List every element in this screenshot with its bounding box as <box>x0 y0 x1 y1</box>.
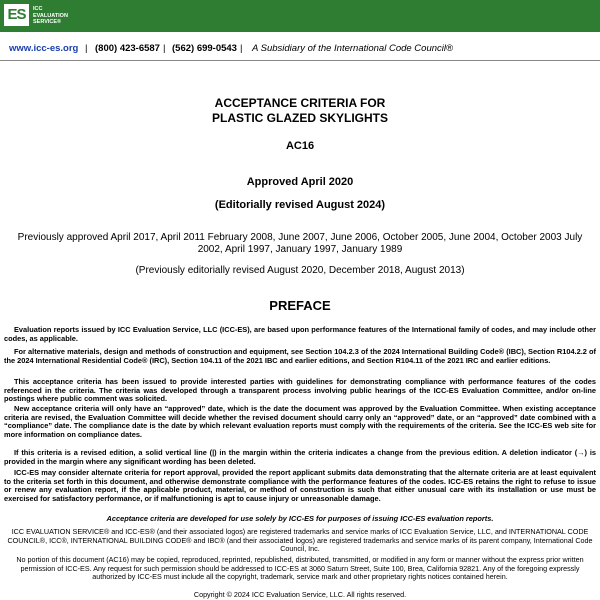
document-title <box>0 96 600 126</box>
header-bar <box>0 0 600 32</box>
website-link[interactable]: www.icc-es.org <box>9 43 79 54</box>
preface-heading: PREFACE <box>269 298 331 313</box>
phone-number-1: (800) 423-6587 <box>95 43 160 54</box>
subsidiary-note: A Subsidiary of the International Code Council® <box>252 43 453 54</box>
preface-paragraph: New acceptance criteria will only have an “approved” date, which is the date the document was approved by the Evaluation Committee. When existing acceptance criteria are revised, the Evaluation Committee will decide whether the revised document should carry only an “approved” date, or an “approved” date combined with a “compliance” date. The compliance date is the date by which relevant evaluation reports must comply with the requirements of the criteria. See the ICC-ES web site for more information on compliance dates. <box>4 404 596 439</box>
title-line-2: PLASTIC GLAZED SKYLIGHTS <box>211 111 388 125</box>
preface-usage-note: Acceptance criteria are developed for use solely by ICC-ES for purposes of issuing ICC-ES evaluation reports. <box>106 514 494 523</box>
contact-bar <box>0 41 600 57</box>
document-code: AC16 <box>285 140 315 152</box>
separator: | <box>240 43 243 54</box>
preface-paragraph: If this criteria is a revised edition, a solid vertical line (|) in the margin within the criteria indicates a change from the previous edition. A deletion indicator (→) is provided in the margin where any significant wording has been deleted. <box>4 448 596 466</box>
logo-line3: SERVICE® <box>33 19 62 25</box>
preface-paragraph: For alternative materials, design and methods of construction and equipment, see Section 104.2.3 of the 2024 International Building Code® (IBC), Section R104.2.2 of the 2024 International Residential Code® (IRC), Section 104.11 of the 2021 IBC and earlier editions, and Section R104.11 of the 2021 IRC and earlier editions. <box>4 347 596 365</box>
separator: | <box>163 43 166 54</box>
approval-date: Approved April 2020 <box>246 176 354 188</box>
separator: | <box>85 43 88 54</box>
header-divider <box>0 60 600 61</box>
editorial-revision: (Editorially revised August 2024) <box>214 199 386 211</box>
preface-paragraph: ICC-ES may consider alternate criteria for report approval, provided the report applicant submits data demonstrating that the alternate criteria are at least equivalent to the criteria set forth in this document, and otherwise demonstrate compliance with the performance features of the codes. ICC-ES retains the right to refuse to issue or renew any evaluation report, if the applicable product, material, or method of construction is such that either unusual care with its installation or use must be exercised for satisfactory performance, or if malfunctioning is apt to cause injury or unreasonable damage. <box>4 468 596 503</box>
previous-approvals: Previously approved April 2017, April 2011 February 2008, June 2007, June 2006, October 2005, June 2004, October 2003 July 2002, April 1997, January 1997, January 1989 <box>17 232 583 255</box>
previous-editorial-revisions: (Previously editorially revised August 2020, December 2018, August 2013) <box>135 265 465 276</box>
logo-wordmark <box>33 6 93 26</box>
logo-line1: ICC <box>33 6 43 12</box>
title-line-1: ACCEPTANCE CRITERIA FOR <box>214 96 386 110</box>
logo-letters: ES <box>7 6 26 23</box>
trademark-notice: ICC EVALUATION SERVICE® and ICC-ES® (and their associated logos) are registered trademarks and service marks of ICC Evaluation Service, LLC, and INTERNATIONAL CODE COUNCIL®, ICC®, INTERNATIONAL BUILDING CODE® and IBC® (and their associated logos) are registered trademarks and service marks of its parent company, International Code Council, Inc. <box>7 527 593 554</box>
icc-es-logo <box>4 4 29 26</box>
preface-paragraph: This acceptance criteria has been issued to provide interested parties with guidelines for demonstrating compliance with performance features of the codes referenced in the criteria. The criteria was developed through a transparent process involving public hearings of the ICC-ES Evaluation Committee, and/or on-line postings where public comment was solicited. <box>4 377 596 404</box>
logo-line2: EVALUATION <box>33 12 68 19</box>
phone-number-2: (562) 699-0543 <box>172 43 237 54</box>
preface-paragraph: Evaluation reports issued by ICC Evaluation Service, LLC (ICC-ES), are based upon performance features of the International family of codes, and may include other codes, as applicable. <box>4 325 596 343</box>
reproduction-notice: No portion of this document (AC16) may be copied, reproduced, reprinted, republished, distributed, transmitted, or modified in any form or manner without the express prior written permission of ICC-ES. Any request for such permission should be addressed to ICC-ES at 3060 Saturn Street, Suite 100, Brea, California 92821. Any of the foregoing expressly authorized by ICC-ES must include all the copyright, trademark, service mark and other proprietary rights notices contained herein. <box>16 555 584 582</box>
copyright-notice: Copyright © 2024 ICC Evaluation Service, LLC. All rights reserved. <box>193 590 407 599</box>
